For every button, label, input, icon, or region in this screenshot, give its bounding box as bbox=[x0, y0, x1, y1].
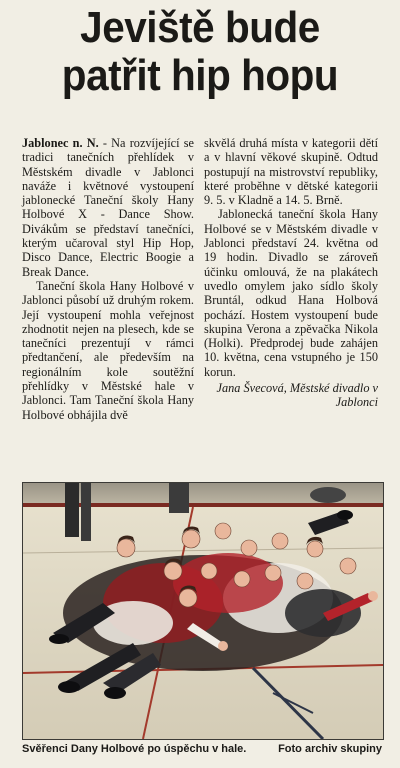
article-paragraph: Jablonecká taneční škola Hany Holbové se v Městském divadle v Jablonci představí 24. května od 19 hodin. Divadlo se zároveň účinku omlouvá, že na plakátech uvedlo omylem jako sídlo školy Bruntál, odkud Hana Holbová pochází. Hostem vystoupení bude skupina Verona a zpěvačka Nikola (Holki). Předprodej bude zahájen 10. května, cena vstupného je 150 korun. bbox=[204, 207, 378, 379]
article-column-right bbox=[204, 136, 378, 410]
headline bbox=[23, 4, 376, 100]
dateline: Jablonec n. N. bbox=[22, 136, 99, 150]
headline-line-2: patřit hip hopu bbox=[61, 51, 339, 100]
headline-line-1: Jeviště bude bbox=[80, 3, 320, 52]
article-paragraph: Taneční škola Hany Holbové v Jablonci působí už druhým rokem. Její vystoupení mohla veřejnost zhodnotit nejen na plesech, kde se tanečníci prezentují v rámci předtančení, ale především na regionálním kole soutěžní přehlídky v Městské hale v Jablonci. Tam Taneční škola Hany Holbové obhájila dvě bbox=[22, 278, 194, 422]
photo-caption: Svěřenci Dany Holbové po úspěchu v hale. bbox=[22, 743, 247, 755]
article-paragraph: skvělá druhá místa v kategorii dětí a v hlavní věkové skupině. Odtud postupují na mistrovství republiky, které proběhne v dětské kategorii 9. 5. v Kladně a 14. 5. Brně. bbox=[204, 136, 378, 208]
photo-credit: Foto archiv skupiny bbox=[278, 743, 382, 755]
photo-caption-row bbox=[22, 743, 382, 759]
author-credit: Jana Švecová, Městské divadlo v Jablonci bbox=[216, 381, 378, 410]
article-column-left bbox=[22, 136, 194, 422]
group-photo-image bbox=[23, 483, 383, 739]
article-paragraph bbox=[22, 136, 194, 279]
group-photo bbox=[22, 482, 384, 740]
paragraph-text: - Na rozvíjející se tradici tanečních přehlídek v Městském divadle v Jablonci naváže i květnové vystoupení jablonecké Taneční školy Hany Holbové X - Dance Show. Divákům se představí tanečníci, kterým učaroval styl Hip Hop, Disco Dance, Electric Boogie a Break Dance. bbox=[22, 136, 194, 279]
